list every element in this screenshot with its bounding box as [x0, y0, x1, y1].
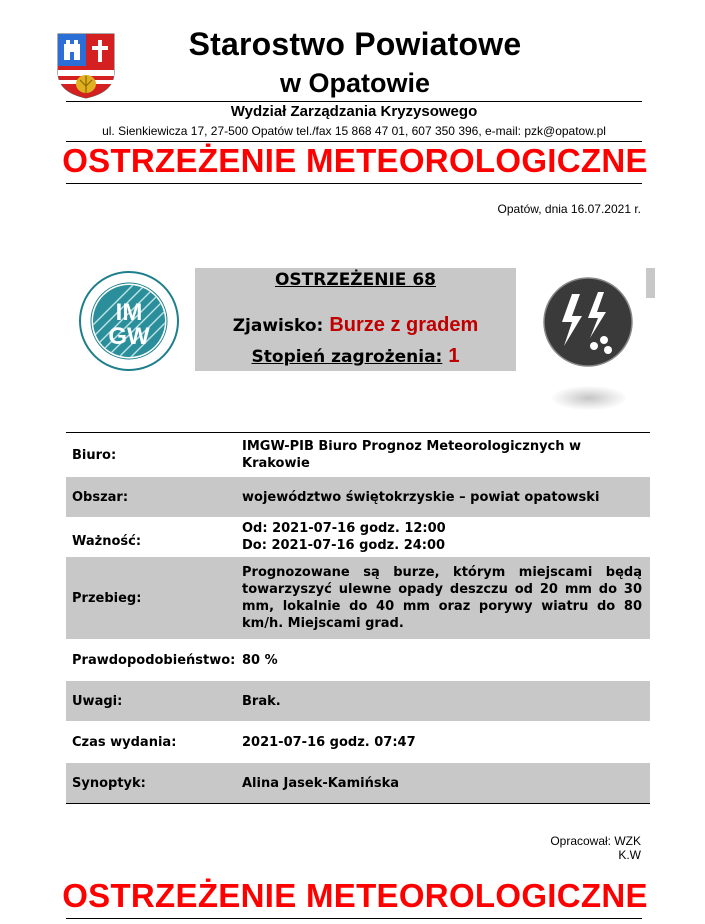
table-row — [66, 433, 650, 477]
warning-title-bottom: OSTRZEŻENIE METEOROLOGICZNE — [62, 877, 648, 914]
row-label: Biuro: — [72, 447, 117, 463]
phenomenon-label: Zjawisko: — [232, 316, 324, 336]
row-label: Czas wydania: — [72, 734, 177, 750]
table-row — [66, 557, 650, 639]
prepared-by-text: Opracował: WZK — [550, 834, 641, 848]
threat-level-label: Stopień zagrożenia: — [251, 347, 443, 367]
org-location: w Opatowie — [279, 68, 431, 98]
row-label: Obszar: — [72, 489, 129, 505]
table-row — [66, 681, 650, 721]
warning-number: OSTRZEŻENIE 68 — [274, 270, 436, 290]
title-divider — [66, 183, 642, 184]
phenomenon-line — [195, 314, 516, 337]
department-name: Wydział Zarządzania Kryzysowego — [230, 103, 478, 120]
row-value: 2021-07-16 godz. 07:47 — [242, 734, 416, 750]
phenomenon-value: Burze z gradem — [329, 314, 479, 336]
imgw-logo-icon — [78, 270, 180, 372]
row-value: IMGW-PIB Biuro Prognoz Meteorologicznych w Krakowie — [242, 439, 582, 471]
validity-from: Od: 2021-07-16 godz. 12:00 — [242, 521, 446, 536]
level-line — [195, 345, 516, 368]
warning-title-top: OSTRZEŻENIE METEOROLOGICZNE — [62, 142, 648, 179]
row-label: Prawdopodobieństwo: — [72, 652, 236, 668]
table-row — [66, 477, 650, 517]
bottom-divider — [66, 918, 642, 919]
thunderstorm-hail-icon — [542, 276, 634, 368]
row-label: Przebieg: — [72, 590, 142, 606]
row-value: Alina Jasek-Kamińska — [242, 775, 399, 791]
place-date: Opatów, dnia 16.07.2021 r. — [497, 202, 641, 216]
initials-text: K.W — [618, 848, 641, 862]
header-divider — [66, 101, 642, 102]
row-label: Ważność: — [72, 533, 142, 549]
imgw-logo-text-top: IM — [115, 299, 143, 326]
prepared-by — [550, 834, 641, 862]
imgw-logo-text-bottom: GW — [108, 323, 150, 350]
row-value: Prognozowane są burze, którym miejscami będą towarzyszyć ulewne opady deszczu od 20 mm do 30 mm, lokalnie do 40 mm oraz porywy wiatru do 80 km/h. Miejscami grad. — [242, 565, 642, 631]
validity-to: Do: 2021-07-16 godz. 24:00 — [242, 538, 446, 553]
contact-address: ul. Sienkiewicza 17, 27-500 Opatów tel./fax 15 868 47 01, 607 350 396, e-mail: pzk@opatow.pl — [102, 124, 606, 138]
row-label: Uwagi: — [72, 693, 123, 709]
table-row — [66, 517, 650, 557]
threat-level-value: 1 — [448, 345, 460, 367]
row-value: 80 % — [242, 652, 278, 668]
org-name: Starostwo Powiatowe — [188, 26, 522, 62]
row-value: Brak. — [242, 693, 281, 709]
row-value — [242, 520, 650, 554]
table-row — [66, 721, 650, 763]
row-value: województwo świętokrzyskie – powiat opatowski — [242, 489, 600, 505]
coat-of-arms-icon — [56, 32, 116, 100]
table-row — [66, 763, 650, 803]
table-row — [66, 639, 650, 681]
row-label: Synoptyk: — [72, 775, 146, 791]
band-edge — [646, 268, 655, 298]
details-table — [66, 432, 650, 804]
icon-shadow — [552, 386, 626, 410]
